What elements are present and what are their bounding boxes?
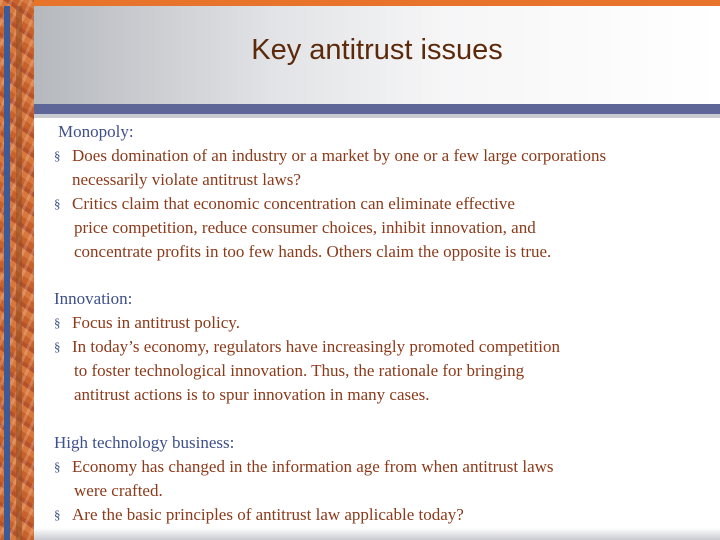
section-heading: Monopoly:: [58, 122, 134, 141]
bullet-line: necessarily violate antitrust laws?: [72, 170, 301, 189]
bullet-marker-icon: §: [54, 507, 61, 522]
bullet-line: Critics claim that economic concentration can eliminate effective: [72, 194, 515, 213]
bullet-marker-icon: §: [54, 196, 61, 211]
bullet-line: antitrust actions is to spur innovation in many cases.: [74, 385, 430, 404]
bullet-marker-icon: §: [54, 148, 61, 163]
bullet-item: [54, 335, 560, 407]
monopoly-bullets: [54, 144, 606, 264]
left-brown-stripe: [16, 6, 22, 540]
bullet-line: In today’s economy, regulators have increasingly promoted competition: [72, 337, 560, 356]
header-divider: [34, 104, 720, 114]
bullet-line: Are the basic principles of antitrust law applicable today?: [72, 505, 464, 524]
bullet-line: Economy has changed in the information age from when antitrust laws: [72, 457, 554, 476]
slide-title: Key antitrust issues: [251, 34, 503, 66]
bullet-item: [54, 503, 554, 527]
bullet-marker-icon: §: [54, 315, 61, 330]
bullet-line: concentrate profits in too few hands. Others claim the opposite is true.: [74, 242, 552, 261]
bullet-line: Does domination of an industry or a market by one or a few large corporations: [72, 146, 607, 165]
bullet-line: to foster technological innovation. Thus, the rationale for bringing: [74, 361, 525, 380]
section-heading: High technology business:: [54, 433, 235, 452]
bullet-marker-icon: §: [54, 339, 61, 354]
section-monopoly: [58, 120, 134, 144]
bullet-item: [54, 144, 606, 192]
bullet-marker-icon: §: [54, 459, 61, 474]
bullet-item: [54, 455, 554, 503]
left-blue-stripe: [4, 6, 10, 540]
bullet-line: Focus in antitrust policy.: [72, 313, 240, 332]
bullet-line: price competition, reduce consumer choices, inhibit innovation, and: [74, 218, 536, 237]
bottom-shade: [34, 528, 720, 540]
bullet-item: [54, 192, 606, 264]
bullet-item: [54, 311, 560, 335]
section-heading: Innovation:: [54, 289, 133, 308]
section-innovation: [54, 287, 560, 407]
section-high-tech: [54, 431, 554, 527]
bullet-line: were crafted.: [74, 481, 163, 500]
